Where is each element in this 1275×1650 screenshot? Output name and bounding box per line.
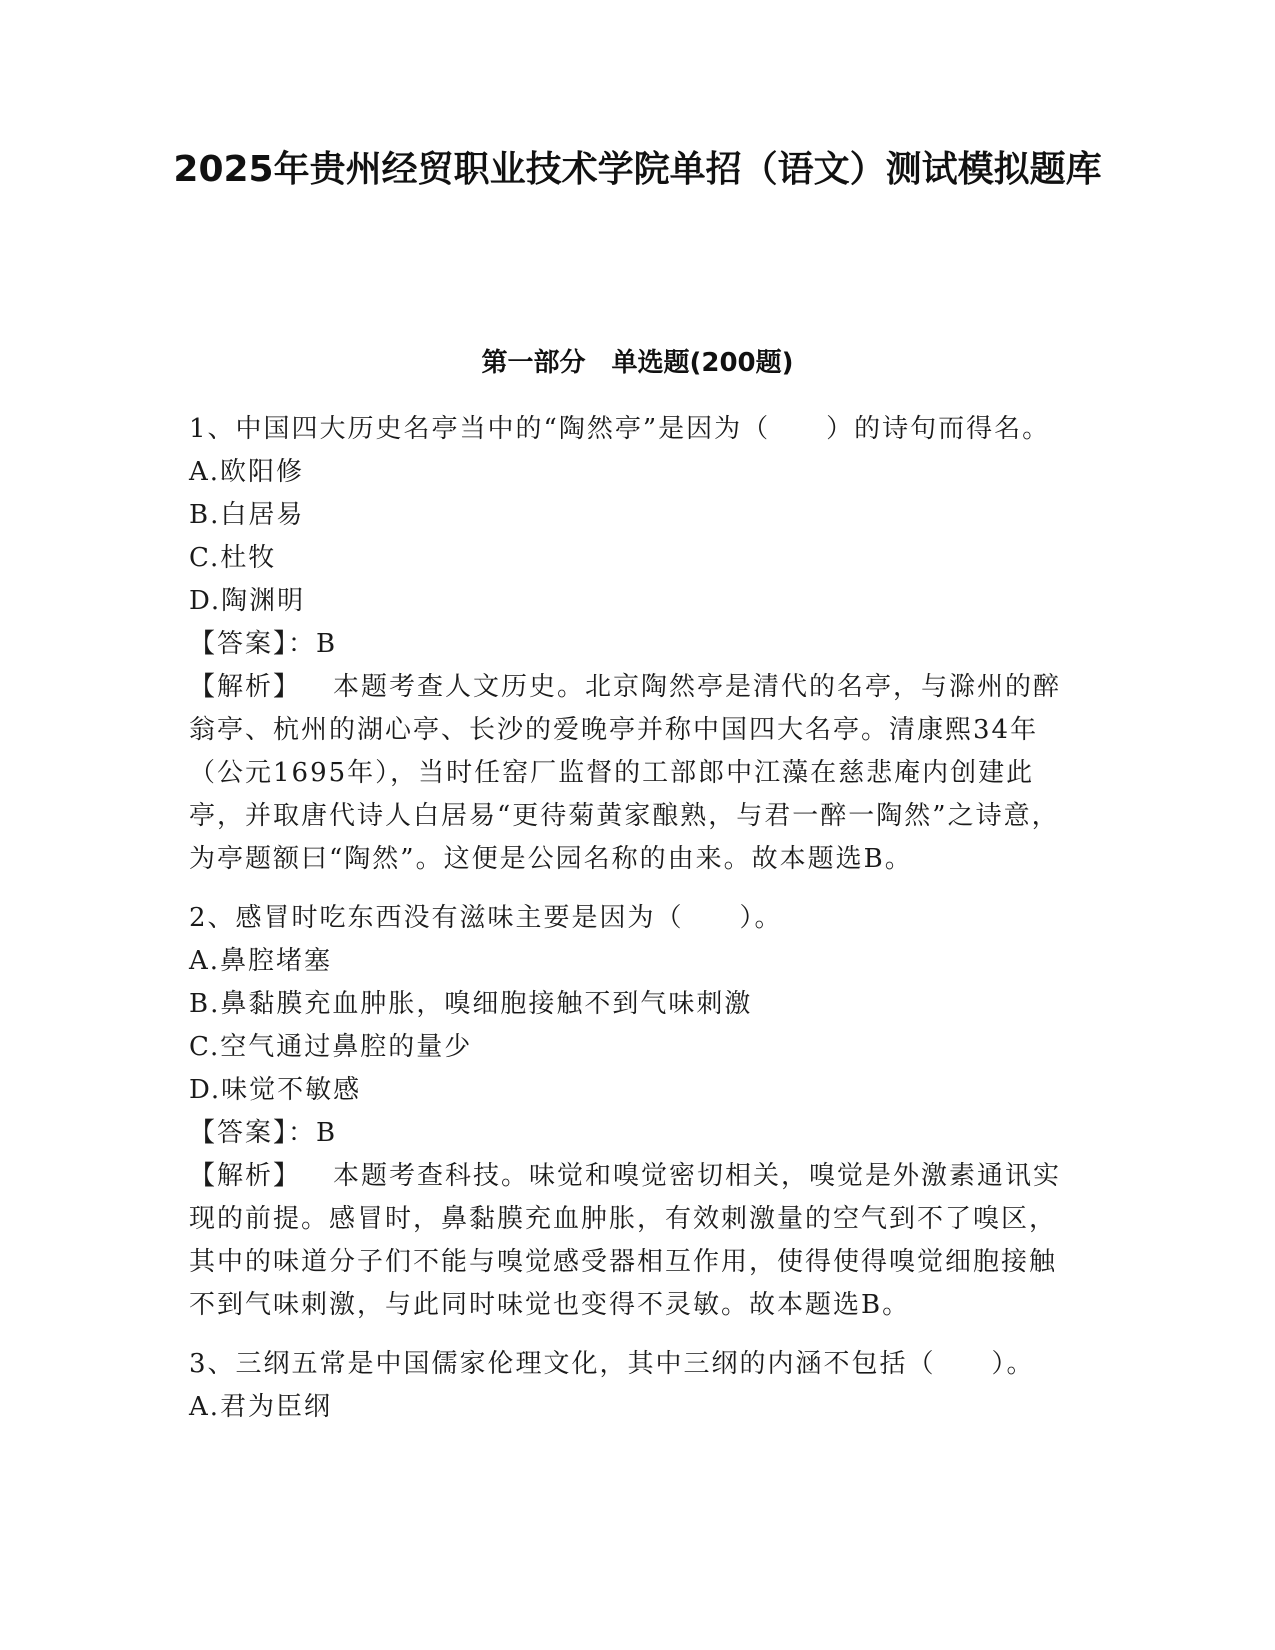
option-d: D.陶渊明 — [189, 586, 306, 616]
question-item — [189, 897, 1069, 1327]
analysis-paragraph — [189, 666, 1069, 881]
option-a: A.君为臣纲 — [189, 1392, 333, 1422]
question-list — [189, 408, 1069, 1445]
analysis-label: 【解析】 — [189, 1161, 302, 1191]
question-stem: 3、三纲五常是中国儒家伦理文化，其中三纲的内涵不包括（ ）。 — [189, 1349, 1035, 1379]
option-a: A.欧阳修 — [189, 457, 305, 487]
analysis-paragraph — [189, 1155, 1069, 1327]
analysis-text: 本题考查人文历史。北京陶然亭是清代的名亭，与滁州的醉翁亭、杭州的湖心亭、长沙的爱晚亭并称中国四大名亭。清康熙34年（公元1695年），当时任窑厂监督的工部郎中江藻在慈悲庵内创建此亭，并取唐代诗人白居易“更待菊黄家酿熟，与君一醉一陶然”之诗意，为亭题额曰“陶然”。这便是公园名称的由来。故本题选B。 — [189, 672, 1062, 874]
option-c: C.空气通过鼻腔的量少 — [189, 1032, 473, 1062]
answer-line: 【答案】：B — [189, 629, 338, 659]
answer-line: 【答案】：B — [189, 1118, 338, 1148]
document-title: 2025年贵州经贸职业技术学院单招（语文）测试模拟题库 — [173, 149, 1102, 190]
question-item — [189, 1343, 1069, 1429]
question-item — [189, 408, 1069, 881]
option-c: C.杜牧 — [189, 543, 277, 573]
option-a: A.鼻腔堵塞 — [189, 946, 333, 976]
option-d: D.味觉不敏感 — [189, 1075, 362, 1105]
question-stem: 1、中国四大历史名亭当中的“陶然亭”是因为（ ）的诗句而得名。 — [189, 414, 1051, 444]
analysis-text: 本题考查科技。味觉和嗅觉密切相关，嗅觉是外激素通讯实现的前提。感冒时，鼻黏膜充血肿胀，有效刺激量的空气到不了嗅区，其中的味道分子们不能与嗅觉感受器相互作用，使得使得嗅觉细胞接触不到气味刺激，与此同时味觉也变得不灵敏。故本题选B。 — [189, 1161, 1062, 1320]
question-stem: 2、感冒时吃东西没有滋味主要是因为（ ）。 — [189, 903, 783, 933]
analysis-label: 【解析】 — [189, 672, 302, 702]
option-b: B.鼻黏膜充血肿胀，嗅细胞接触不到气味刺激 — [189, 989, 753, 1019]
option-b: B.白居易 — [189, 500, 305, 530]
section-heading: 第一部分 单选题(200题) — [481, 348, 794, 378]
